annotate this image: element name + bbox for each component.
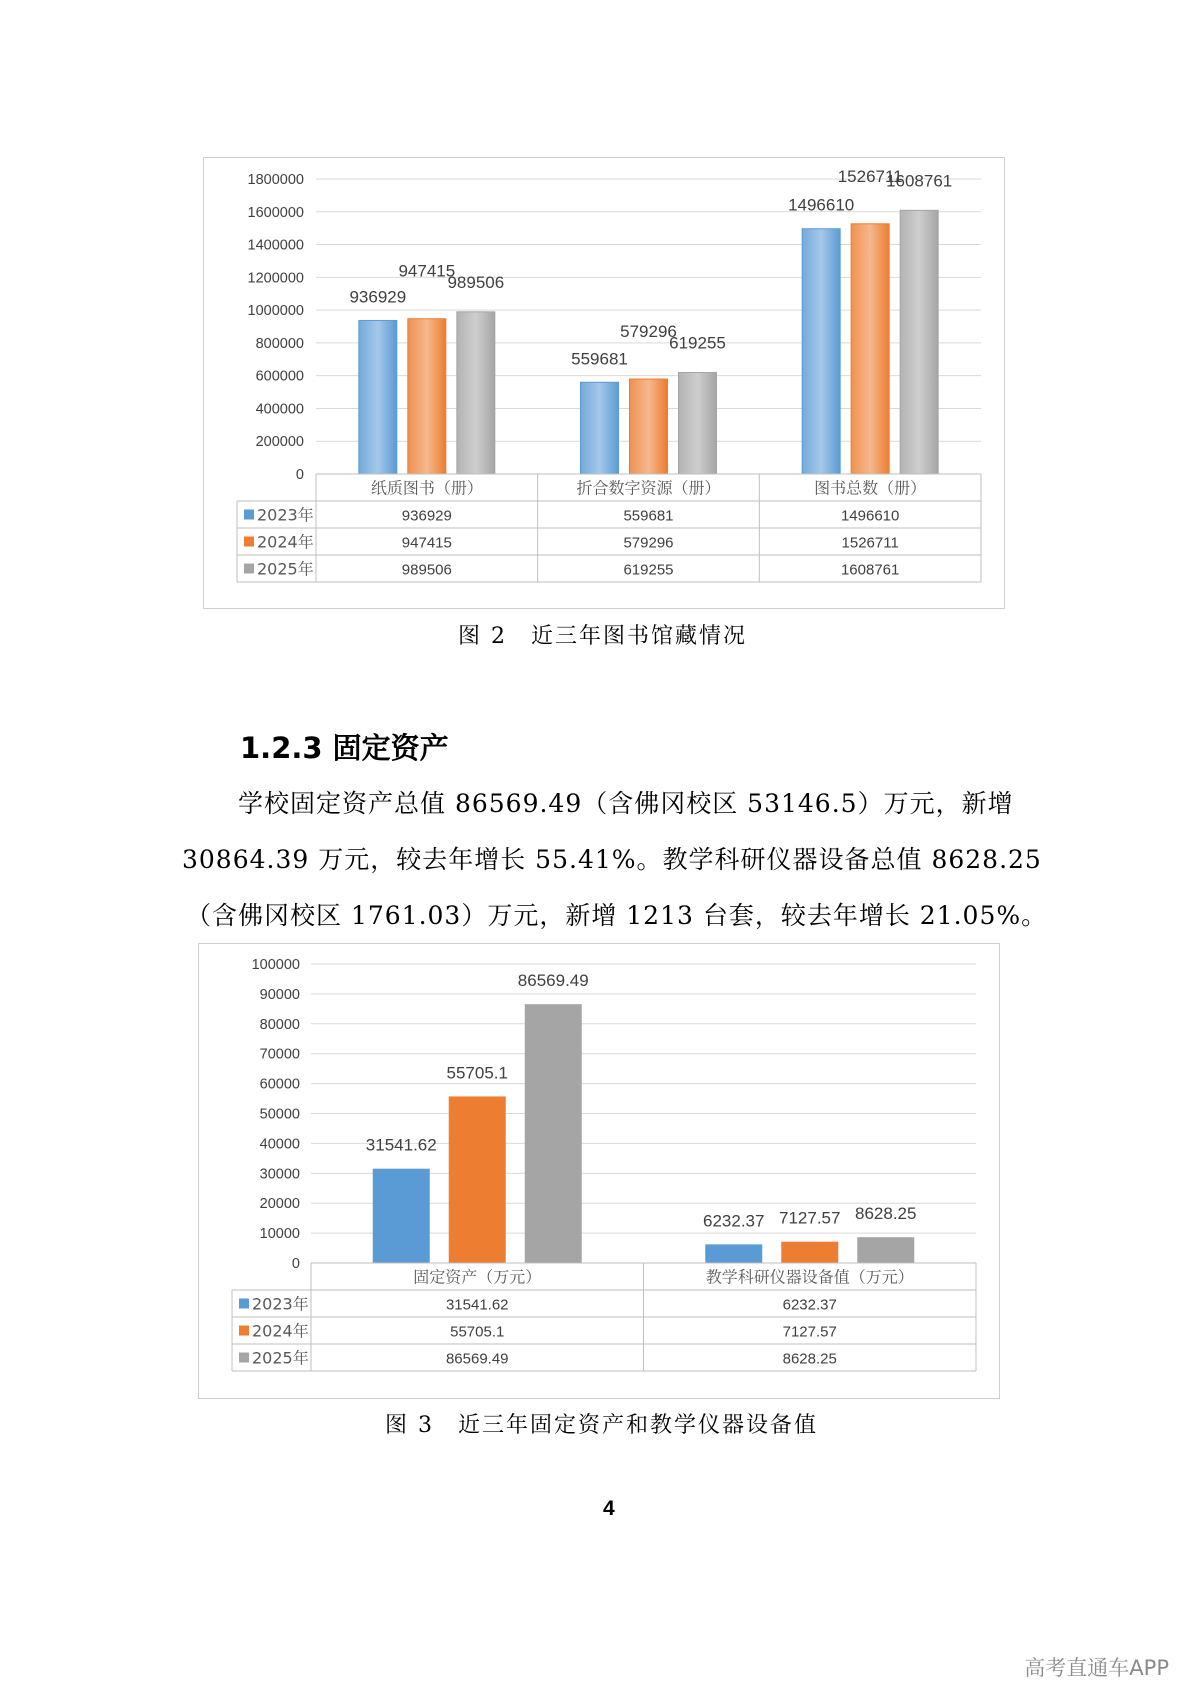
assets-data-label: 7127.57 — [779, 1208, 841, 1228]
library-bar — [900, 210, 938, 474]
assets-legend-label: 2024年 — [252, 1321, 309, 1341]
figure-3-caption: 图 3 近三年固定资产和教学仪器设备值 — [385, 1413, 818, 1438]
library-table-cell: 947415 — [401, 534, 452, 552]
assets-bar — [525, 1004, 582, 1263]
paragraph-line-2: 30864.39 万元，较去年增长 55.41%。教学科研仪器设备总值 8628.25 — [182, 845, 1042, 874]
library-table-cell: 989506 — [401, 561, 452, 579]
library-legend-swatch — [244, 564, 254, 574]
assets-data-label: 8628.25 — [855, 1204, 917, 1224]
library-y-tick-label: 1200000 — [247, 270, 304, 287]
library-legend-swatch — [244, 537, 254, 547]
library-chart-svg — [204, 158, 1004, 608]
library-legend-label: 2024年 — [257, 532, 314, 552]
library-bar — [457, 312, 495, 474]
library-y-tick-label: 1600000 — [247, 204, 304, 221]
assets-category-label: 固定资产（万元） — [413, 1267, 542, 1287]
assets-legend-swatch — [239, 1326, 249, 1336]
library-category-label: 纸质图书（册） — [370, 478, 483, 498]
library-data-label: 1526711 — [837, 166, 903, 186]
library-bar — [359, 320, 397, 474]
library-y-tick-label: 1400000 — [247, 237, 304, 254]
section-heading: 1.2.3 固定资产 — [240, 731, 449, 765]
assets-y-tick-label: 30000 — [259, 1166, 300, 1183]
library-category-label: 折合数字资源（册） — [576, 478, 721, 498]
assets-data-label: 55705.1 — [446, 1063, 508, 1083]
assets-chart-svg — [199, 944, 999, 1398]
library-data-label: 619255 — [669, 333, 726, 353]
library-table-cell: 1608761 — [840, 561, 900, 579]
library-bar — [851, 224, 889, 474]
library-y-tick-label: 1800000 — [247, 172, 304, 188]
library-data-label: 989506 — [447, 272, 505, 292]
assets-legend-swatch — [239, 1353, 249, 1363]
assets-bar — [781, 1242, 838, 1263]
assets-bar — [857, 1237, 914, 1263]
assets-y-tick-label: 50000 — [259, 1106, 300, 1123]
library-legend-swatch — [244, 510, 254, 520]
assets-y-tick-label: 80000 — [259, 1016, 300, 1033]
library-data-label: 1608761 — [886, 171, 953, 191]
library-y-tick-label: 400000 — [255, 401, 304, 418]
assets-table-cell: 8628.25 — [782, 1350, 837, 1368]
paragraph-line-3: （含佛冈校区 1761.03）万元，新增 1213 台套，较去年增长 21.05%。 — [186, 901, 1048, 930]
figure-2-caption: 图 2 近三年图书馆藏情况 — [458, 624, 747, 649]
assets-bar — [449, 1096, 506, 1263]
assets-table-cell: 55705.1 — [450, 1323, 505, 1341]
library-y-tick-label: 800000 — [255, 335, 304, 352]
library-data-label: 947415 — [398, 261, 456, 281]
library-y-tick-label: 1000000 — [247, 303, 304, 320]
library-data-label: 559681 — [571, 349, 628, 369]
assets-table-cell: 7127.57 — [782, 1323, 837, 1341]
library-legend-label: 2023年 — [257, 505, 314, 525]
library-y-tick-label: 200000 — [255, 434, 304, 451]
library-table-cell: 1496610 — [840, 507, 900, 525]
library-table-cell: 619255 — [623, 561, 674, 579]
assets-y-tick-label: 10000 — [259, 1226, 300, 1243]
library-bar — [679, 373, 717, 474]
assets-y-tick-label: 0 — [291, 1256, 300, 1272]
assets-data-label: 86569.49 — [517, 971, 589, 991]
library-data-label: 936929 — [349, 287, 407, 307]
assets-table-cell: 6232.37 — [782, 1296, 837, 1314]
assets-table-cell: 31541.62 — [445, 1296, 509, 1314]
library-table-cell: 579296 — [623, 534, 674, 552]
assets-y-tick-label: 70000 — [259, 1046, 300, 1063]
assets-category-label: 教学科研仪器设备值（万元） — [705, 1267, 914, 1287]
assets-legend-label: 2025年 — [252, 1348, 309, 1368]
paragraph-line-1: 学校固定资产总值 86569.49（含佛冈校区 53146.5）万元，新增 — [238, 789, 1014, 818]
assets-y-tick-label: 40000 — [259, 1136, 300, 1153]
library-bar — [630, 379, 668, 474]
assets-legend-label: 2023年 — [252, 1294, 309, 1314]
page-number: 4 — [603, 1497, 615, 1520]
library-bar — [408, 319, 446, 474]
assets-y-tick-label: 60000 — [259, 1076, 300, 1093]
library-y-tick-label: 600000 — [255, 368, 304, 385]
library-collection-chart — [203, 157, 1005, 609]
assets-y-tick-label: 20000 — [259, 1196, 300, 1213]
assets-bar — [705, 1244, 762, 1263]
library-y-tick-label: 0 — [295, 467, 304, 483]
assets-legend-swatch — [239, 1299, 249, 1309]
assets-table-cell: 86569.49 — [445, 1350, 509, 1368]
assets-data-label: 31541.62 — [365, 1135, 437, 1155]
library-table-cell: 559681 — [623, 507, 674, 525]
fixed-assets-chart — [198, 943, 1000, 1399]
library-category-label: 图书总数（册） — [814, 478, 927, 498]
library-bar — [802, 229, 840, 474]
library-table-cell: 1526711 — [841, 534, 899, 552]
library-table-cell: 936929 — [401, 507, 452, 525]
library-data-label: 1496610 — [788, 195, 855, 215]
assets-y-tick-label: 100000 — [251, 957, 300, 973]
library-bar — [581, 382, 619, 474]
assets-bar — [373, 1169, 430, 1263]
assets-y-tick-label: 90000 — [259, 986, 300, 1003]
library-data-label: 579296 — [620, 322, 677, 342]
assets-data-label: 6232.37 — [703, 1211, 765, 1231]
watermark: 高考直通车APP — [1024, 1656, 1169, 1680]
library-legend-label: 2025年 — [257, 559, 314, 579]
